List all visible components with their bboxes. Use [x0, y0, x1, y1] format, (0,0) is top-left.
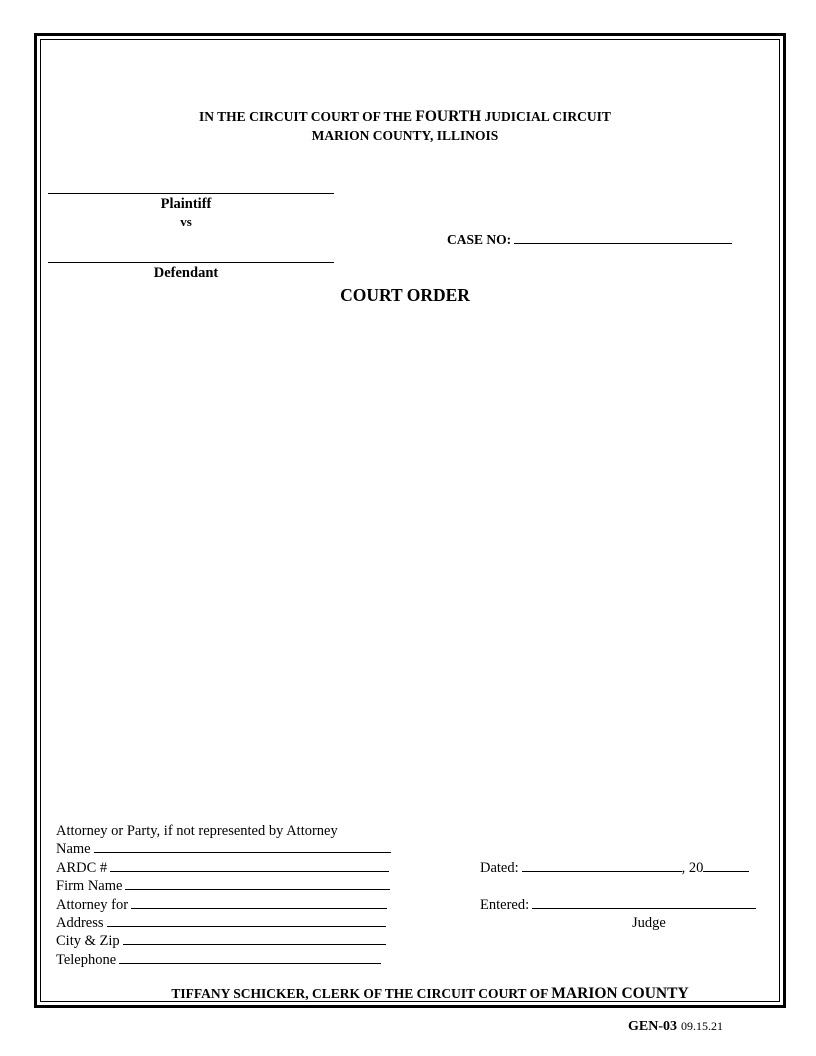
plaintiff-label: Plaintiff — [160, 196, 212, 212]
form-id — [628, 1017, 723, 1035]
document-title: COURT ORDER — [340, 285, 470, 305]
plaintiff-line[interactable] — [48, 193, 334, 194]
court-heading-part3: JUDICIAL CIRCUIT — [481, 109, 611, 124]
entered-label: Entered: — [480, 897, 530, 913]
attorney-name-label: Name — [56, 841, 91, 858]
telephone-row — [56, 951, 391, 969]
dated-label: Dated: — [480, 860, 519, 876]
attorney-block — [56, 822, 391, 969]
defendant-line[interactable] — [48, 262, 334, 263]
attorney-name-row — [56, 840, 391, 858]
defendant-label: Defendant — [153, 265, 219, 281]
clerk-line — [0, 985, 816, 1003]
attorney-for-input[interactable] — [131, 896, 387, 909]
firm-name-label: Firm Name — [56, 878, 123, 895]
city-zip-row — [56, 932, 391, 950]
court-heading-line1 — [0, 108, 810, 126]
ardc-row — [56, 859, 391, 877]
address-row — [56, 914, 391, 932]
city-zip-input[interactable] — [123, 932, 386, 945]
city-zip-label: City & Zip — [56, 933, 120, 950]
clerk-line-part1: TIFFANY SCHICKER, CLERK OF THE CIRCUIT COURT OF — [171, 986, 552, 1001]
entered-field — [480, 896, 756, 914]
attorney-name-input[interactable] — [94, 840, 391, 853]
attorney-for-label: Attorney for — [56, 896, 129, 913]
attorney-heading: Attorney or Party, if not represented by Attorney — [56, 823, 338, 839]
judge-signature-input[interactable] — [532, 896, 756, 909]
dated-day-input[interactable] — [522, 859, 682, 872]
attorney-for-row — [56, 896, 391, 914]
telephone-label: Telephone — [56, 951, 117, 968]
clerk-line-part2: MARION COUNTY — [551, 985, 689, 1002]
dated-year-input[interactable] — [703, 859, 749, 872]
court-heading-part2: FOURTH — [415, 108, 482, 125]
case-number-input[interactable] — [514, 231, 732, 244]
telephone-input[interactable] — [119, 951, 381, 964]
dated-field — [480, 859, 749, 877]
form-revision-date: 09.15.21 — [681, 1019, 723, 1033]
firm-name-input[interactable] — [125, 877, 390, 890]
form-code: GEN-03 — [628, 1019, 677, 1034]
court-heading-part1: IN THE CIRCUIT COURT OF THE — [199, 109, 416, 124]
order-body-area[interactable] — [48, 315, 768, 815]
dated-year-prefix: , 20 — [681, 860, 704, 876]
address-label: Address — [56, 915, 104, 932]
ardc-input[interactable] — [110, 859, 389, 872]
court-heading-line2: MARION COUNTY, ILLINOIS — [311, 128, 499, 143]
vs-label: vs — [180, 214, 192, 229]
firm-name-row — [56, 877, 391, 895]
ardc-label: ARDC # — [56, 859, 108, 876]
judge-label: Judge — [632, 915, 666, 931]
case-number-field — [447, 231, 732, 248]
address-input[interactable] — [107, 914, 386, 927]
case-number-label: CASE NO: — [447, 232, 512, 247]
